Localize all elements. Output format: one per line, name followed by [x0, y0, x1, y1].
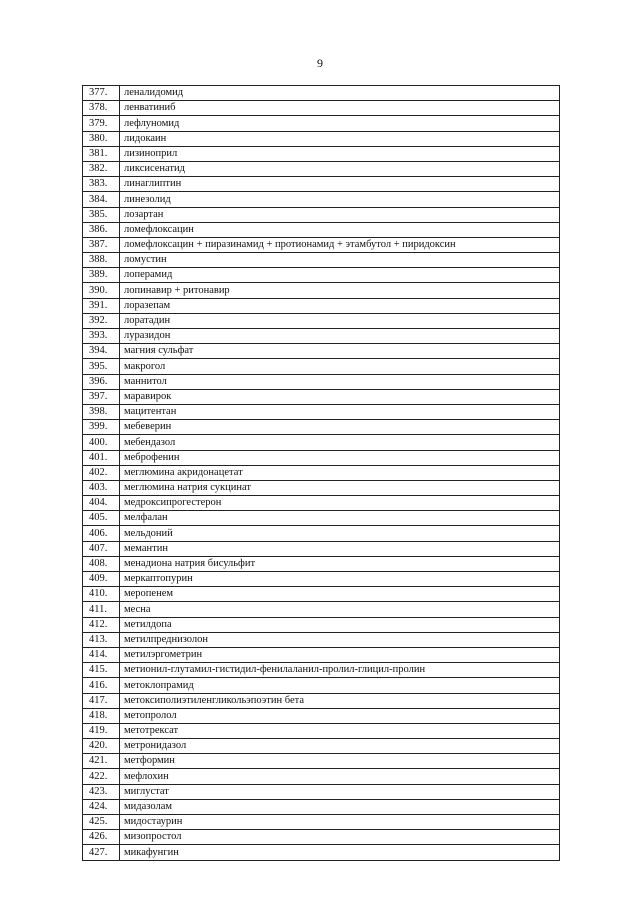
drug-name: мефлохин	[120, 769, 560, 784]
row-number: 394.	[83, 344, 120, 359]
drug-name: мидостаурин	[120, 815, 560, 830]
table-row	[83, 799, 560, 814]
table-row	[83, 344, 560, 359]
drug-name: меброфенин	[120, 450, 560, 465]
row-number: 401.	[83, 450, 120, 465]
drug-name: меркаптопурин	[120, 572, 560, 587]
drug-name: лидокаин	[120, 131, 560, 146]
table-row	[83, 830, 560, 845]
drug-name: меглюмина натрия сукцинат	[120, 480, 560, 495]
table-row	[83, 450, 560, 465]
drug-name: лизиноприл	[120, 146, 560, 161]
row-number: 391.	[83, 298, 120, 313]
table-row	[83, 374, 560, 389]
row-number: 400.	[83, 435, 120, 450]
table-row	[83, 116, 560, 131]
table-row	[83, 101, 560, 116]
row-number: 411.	[83, 602, 120, 617]
row-number: 381.	[83, 146, 120, 161]
table-row	[83, 739, 560, 754]
drug-name: метоклопрамид	[120, 678, 560, 693]
table-row	[83, 647, 560, 662]
table-row	[83, 632, 560, 647]
drug-list-body	[83, 86, 560, 861]
table-row	[83, 207, 560, 222]
table-row	[83, 298, 560, 313]
drug-name: лопинавир + ритонавир	[120, 283, 560, 298]
row-number: 404.	[83, 496, 120, 511]
drug-name: ломустин	[120, 253, 560, 268]
table-row	[83, 526, 560, 541]
row-number: 386.	[83, 222, 120, 237]
table-row	[83, 146, 560, 161]
drug-name: магния сульфат	[120, 344, 560, 359]
drug-name: линезолид	[120, 192, 560, 207]
drug-name: лефлуномид	[120, 116, 560, 131]
table-row	[83, 784, 560, 799]
table-row	[83, 283, 560, 298]
row-number: 387.	[83, 237, 120, 252]
row-number: 416.	[83, 678, 120, 693]
row-number: 389.	[83, 268, 120, 283]
drug-name: лоратадин	[120, 313, 560, 328]
row-number: 412.	[83, 617, 120, 632]
drug-name: леналидомид	[120, 86, 560, 101]
table-row	[83, 329, 560, 344]
table-row	[83, 313, 560, 328]
table-row	[83, 435, 560, 450]
table-row	[83, 572, 560, 587]
row-number: 425.	[83, 815, 120, 830]
table-row	[83, 693, 560, 708]
drug-name: линаглиптин	[120, 177, 560, 192]
drug-name: метоксиполиэтиленгликольэпоэтин бета	[120, 693, 560, 708]
row-number: 379.	[83, 116, 120, 131]
table-row	[83, 420, 560, 435]
drug-name: метионил-глутамил-гистидил-фенилаланил-пролил-глицил-пролин	[120, 663, 560, 678]
table-row	[83, 556, 560, 571]
row-number: 396.	[83, 374, 120, 389]
drug-name: медроксипрогестерон	[120, 496, 560, 511]
drug-name: метопролол	[120, 708, 560, 723]
row-number: 397.	[83, 389, 120, 404]
drug-name: месна	[120, 602, 560, 617]
table-row	[83, 754, 560, 769]
drug-name: метронидазол	[120, 739, 560, 754]
table-row	[83, 480, 560, 495]
table-row	[83, 587, 560, 602]
row-number: 392.	[83, 313, 120, 328]
table-row	[83, 161, 560, 176]
row-number: 403.	[83, 480, 120, 495]
row-number: 402.	[83, 465, 120, 480]
table-row	[83, 237, 560, 252]
table-row	[83, 222, 560, 237]
drug-name: маравирок	[120, 389, 560, 404]
drug-name: мебендазол	[120, 435, 560, 450]
table-row	[83, 465, 560, 480]
drug-name: метотрексат	[120, 723, 560, 738]
table-row	[83, 815, 560, 830]
row-number: 420.	[83, 739, 120, 754]
table-row	[83, 511, 560, 526]
row-number: 395.	[83, 359, 120, 374]
row-number: 417.	[83, 693, 120, 708]
table-row	[83, 723, 560, 738]
drug-name: менадиона натрия бисульфит	[120, 556, 560, 571]
drug-name: метилпреднизолон	[120, 632, 560, 647]
row-number: 426.	[83, 830, 120, 845]
row-number: 390.	[83, 283, 120, 298]
table-row	[83, 359, 560, 374]
table-row	[83, 389, 560, 404]
row-number: 405.	[83, 511, 120, 526]
table-row	[83, 86, 560, 101]
table-row	[83, 617, 560, 632]
drug-name: ликсисенатид	[120, 161, 560, 176]
row-number: 421.	[83, 754, 120, 769]
row-number: 427.	[83, 845, 120, 860]
row-number: 393.	[83, 329, 120, 344]
table-row	[83, 496, 560, 511]
row-number: 384.	[83, 192, 120, 207]
drug-name: мелфалан	[120, 511, 560, 526]
drug-name: ломефлоксацин	[120, 222, 560, 237]
row-number: 377.	[83, 86, 120, 101]
row-number: 409.	[83, 572, 120, 587]
drug-name: меропенем	[120, 587, 560, 602]
table-row	[83, 769, 560, 784]
row-number: 414.	[83, 647, 120, 662]
drug-name: ленватиниб	[120, 101, 560, 116]
row-number: 406.	[83, 526, 120, 541]
row-number: 385.	[83, 207, 120, 222]
drug-name: метилдопа	[120, 617, 560, 632]
drug-name: миглустат	[120, 784, 560, 799]
drug-name: макрогол	[120, 359, 560, 374]
drug-name: метилэргометрин	[120, 647, 560, 662]
table-row	[83, 404, 560, 419]
drug-name: метформин	[120, 754, 560, 769]
row-number: 383.	[83, 177, 120, 192]
table-row	[83, 708, 560, 723]
drug-name: меглюмина акридонацетат	[120, 465, 560, 480]
row-number: 407.	[83, 541, 120, 556]
row-number: 418.	[83, 708, 120, 723]
row-number: 419.	[83, 723, 120, 738]
drug-name: мемантин	[120, 541, 560, 556]
table-row	[83, 192, 560, 207]
row-number: 422.	[83, 769, 120, 784]
drug-name: мебеверин	[120, 420, 560, 435]
table-row	[83, 663, 560, 678]
drug-name: мацитентан	[120, 404, 560, 419]
drug-list-table	[82, 85, 560, 861]
row-number: 423.	[83, 784, 120, 799]
table-row	[83, 268, 560, 283]
row-number: 410.	[83, 587, 120, 602]
drug-name: маннитол	[120, 374, 560, 389]
drug-name: лозартан	[120, 207, 560, 222]
row-number: 378.	[83, 101, 120, 116]
table-row	[83, 845, 560, 860]
row-number: 424.	[83, 799, 120, 814]
row-number: 380.	[83, 131, 120, 146]
row-number: 413.	[83, 632, 120, 647]
table-row	[83, 177, 560, 192]
row-number: 399.	[83, 420, 120, 435]
drug-name: мизопростол	[120, 830, 560, 845]
table-row	[83, 253, 560, 268]
row-number: 408.	[83, 556, 120, 571]
drug-name: ломефлоксацин + пиразинамид + протионамид + этамбутол + пиридоксин	[120, 237, 560, 252]
table-row	[83, 602, 560, 617]
drug-name: мельдоний	[120, 526, 560, 541]
drug-name: лоперамид	[120, 268, 560, 283]
drug-name: мидазолам	[120, 799, 560, 814]
row-number: 415.	[83, 663, 120, 678]
page-number: 9	[317, 56, 323, 70]
row-number: 382.	[83, 161, 120, 176]
table-row	[83, 131, 560, 146]
table-row	[83, 541, 560, 556]
drug-name: луразидон	[120, 329, 560, 344]
row-number: 388.	[83, 253, 120, 268]
drug-name: лоразепам	[120, 298, 560, 313]
row-number: 398.	[83, 404, 120, 419]
drug-name: микафунгин	[120, 845, 560, 860]
table-row	[83, 678, 560, 693]
